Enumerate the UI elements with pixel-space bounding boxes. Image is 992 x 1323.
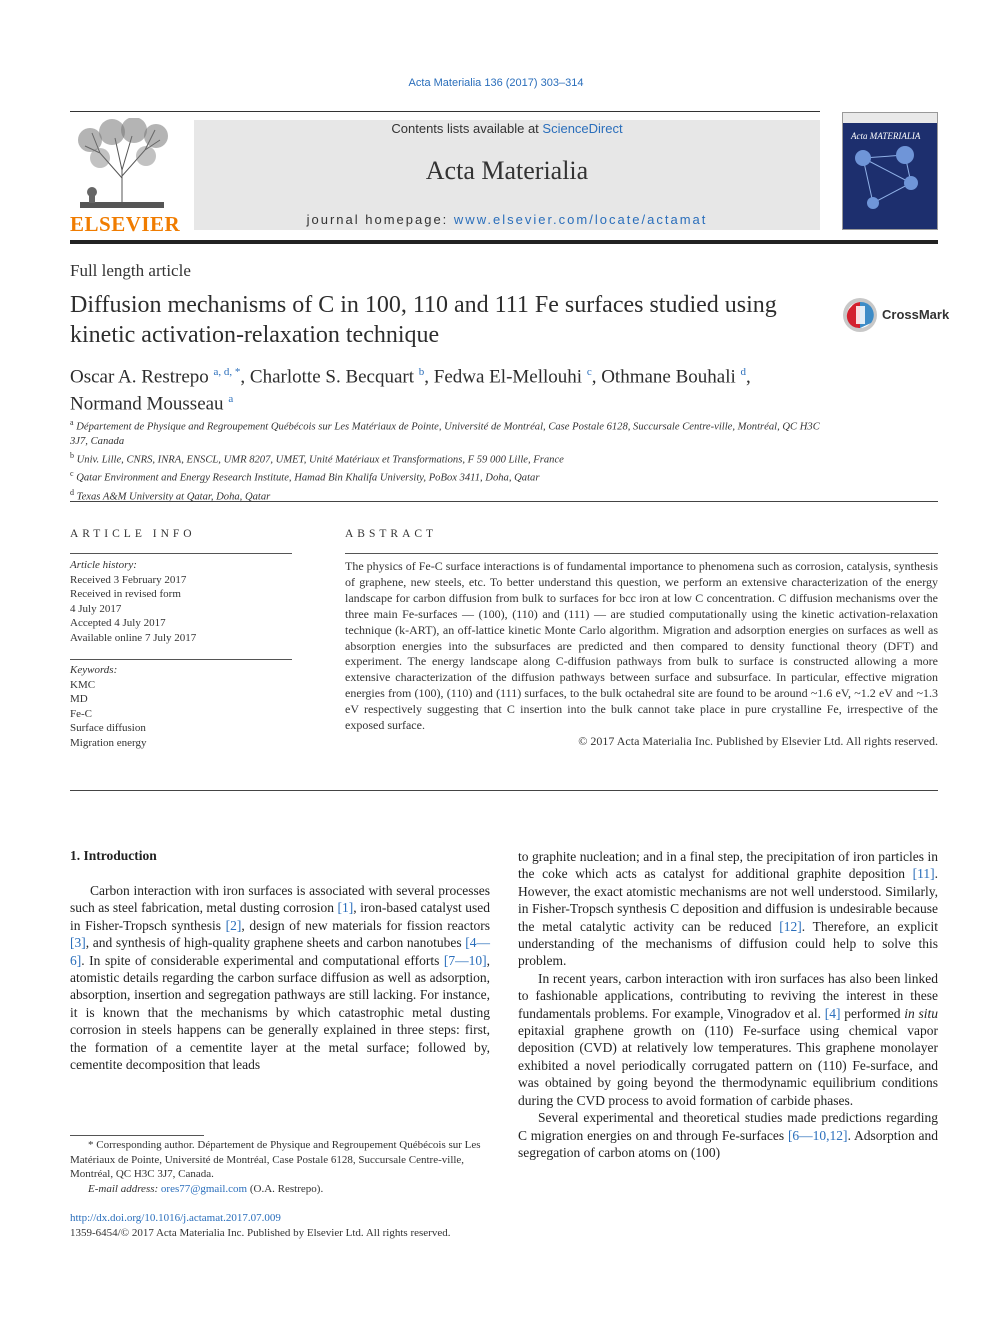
author-affil-marker[interactable]: b [418,366,425,378]
abstract-body [345,559,938,750]
author-affil-marker[interactable]: c [586,366,592,378]
corresponding-author-note: * Corresponding author. Département de Physique and Regroupement Québécois sur Les Matériaux de Pointe, Université de Montréal, Case Postale 6128, Succursale Centre-ville, Montréal, QC H3C 3J7, Canada. [70,1139,481,1180]
citation-link[interactable]: [2] [225,917,242,933]
history-item: Accepted 4 July 2017 [70,617,166,629]
author-name[interactable]: Oscar A. Restrepo [70,366,209,388]
text-run: , and synthesis of high-quality graphene sheets and carbon nanotubes [85,935,466,951]
affiliation-item [70,416,830,449]
author-list [70,361,840,416]
author-separator: , [746,366,751,388]
email-link[interactable]: ores77@gmail.com [160,1182,248,1195]
info-divider [70,553,292,554]
contents-line [194,121,820,136]
section-heading-introduction: 1. Introduction [70,848,157,863]
history-item: Received in revised form [70,588,181,600]
author-name[interactable]: Charlotte S. Becquart [249,366,415,388]
header-thick-rule [70,240,938,244]
footnote [70,1138,490,1196]
citation-link[interactable]: [7—10] [443,952,487,968]
author-separator: , [240,366,250,388]
author-separator: , [424,366,434,388]
body-column-right [518,848,938,1161]
text-run: . Therefore, an explicit understanding of the mechanisms of diffusion could help to solve this problem. [518,918,938,969]
affiliations [70,416,830,504]
keywords [70,663,292,750]
footnote-divider [70,1135,204,1136]
citation-link[interactable]: [12] [779,918,802,934]
journal-name: Acta Materialia [425,156,589,185]
keyword-item: Fe-C [70,707,92,720]
crossmark-button[interactable] [842,297,950,333]
affiliation-key: a [70,418,74,427]
contents-prefix: Contents lists available at [391,121,543,136]
sciencedirect-link[interactable]: ScienceDirect [542,121,623,136]
keyword-item: MD [70,693,88,705]
page-footer [70,1211,570,1241]
paragraph [70,882,490,1073]
text-run: In recent years, carbon interaction with iron surfaces has also been linked to fashionable applications, contributing to reviving the interest in these fundamentals problems. For example, Vinogradov et al. [518,970,938,1021]
citation-link[interactable]: [11] [912,866,935,882]
crossmark-label: CrossMark [882,307,950,322]
issn-copyright: 1359-6454/© 2017 Acta Materialia Inc. Published by Elsevier Ltd. All rights reserved. [70,1227,451,1239]
header-divider [70,111,820,112]
text-run: Carbon interaction with iron surfaces is associated with several processes such as steel fabrication, metal dusting corrosion [70,883,490,916]
author-name[interactable]: Othmane Bouhali [601,366,736,388]
text-run: to graphite nucleation; and in a final step, the precipitation of iron particles in the coke which acts as catalyst for additional graphite deposition [518,849,938,882]
info-divider [70,659,292,660]
article-history [70,558,292,645]
text-run: . In spite of considerable experimental and computational efforts [81,952,444,968]
text-run: , atomistic details regarding the carbon surface diffusion as well as adsorption, absorption, insertion and segregation pathways are still lacking. For instance, it is known that the mechanisms by which catastrophic metal dusting corrosion in steels happens can be generally explained in three steps: first, the formation of a cementite layer at the metal surface; followed by, cementite decomposition that leads [70,952,490,1073]
journal-citation[interactable]: Acta Materialia 136 (2017) 303–314 [408,77,584,89]
keyword-item: KMC [70,678,96,691]
text-run: , design of new materials for fission reactors [241,917,490,933]
affiliation-item [70,449,830,468]
citation-link[interactable]: [4] [824,1005,841,1021]
history-item: Available online 7 July 2017 [70,631,197,644]
paragraph [518,848,938,970]
text-run: , iron-based catalyst used in Fisher-Tropsch synthesis [70,900,490,933]
history-label: Article history: [70,559,137,571]
homepage-link[interactable]: www.elsevier.com/locate/actamat [453,212,708,227]
keyword-item: Surface diffusion [70,722,146,734]
article-type: Full length article [70,261,191,280]
paragraph [518,970,938,1109]
italic-text: in situ [904,1005,938,1021]
citation-link[interactable]: [3] [70,935,86,951]
author-name[interactable]: Normand Mousseau [70,393,224,415]
author-affil-marker[interactable]: d [740,366,747,378]
affiliation-text: Département de Physique and Regroupement Québécois sur Les Matériaux de Pointe, Université de Montréal, Case Postale 6128, Succursale Centre-ville, Montréal, QC H3C 3J7, Canada [70,421,820,447]
paragraph [518,1109,938,1161]
author-separator: , [591,366,602,388]
affiliation-key: d [70,487,74,497]
crossmark-icon [842,297,880,335]
abstract-copyright: © 2017 Acta Materialia Inc. Published by Elsevier Ltd. All rights reserved. [578,733,938,748]
text-run: Several experimental and theoretical studies made predictions regarding C migration energies on and through Fe-surfaces [518,1110,938,1143]
article-title: Diffusion mechanisms of C in 100, 110 and 111 Fe surfaces studied using kinetic activation-relaxation technique [70,292,777,348]
affiliation-text: Texas A&M University at Qatar, Doha, Qatar [76,491,271,503]
article-info-heading: ARTICLE INFO [70,528,196,540]
section-divider [70,501,938,502]
abstract-text: The physics of Fe-C surface interactions is of fundamental importance to phenomena such as corrosion, catalysis, synthesis of graphene, new steels, etc. To better understand this question, we perform an extensive characterization of the energy landscape for carbon diffusion from bulk to surfaces for bcc iron at low C concentration. C diffusion mechanisms over the three main Fe-surfaces — (100), (110) and (111) — are studied computationally using the kinetic activation-relaxation technique (k-ART), an off-lattice kinetic Monte Carlo algorithm. Migration and adsorption energies on surfaces as well as absorption energies into the subsurfaces are predicted and then compared to density functional theory (DFT) and experiment. The energy landscape along C-diffusion pathways from bulk to surface is constructed allowing a more extensive characterization of the diffusion pathways between surface and subsurface. In particular, effective migration energies from (100), (110) and (111) surfaces, to the bulk octahedral site are found to be around ~1.6 eV, ~1.2 eV and ~1.3 eV respectively suggesting that C insertion into the bulk cannot take place in pure crystalline Fe, irrespective of the exposed surface. [345,559,938,733]
homepage-line [194,212,820,227]
section-divider [70,790,938,791]
elsevier-wordmark: ELSEVIER [70,212,181,236]
keyword-item: Migration energy [70,736,147,749]
text-run: performed [840,1005,905,1021]
abstract-heading: ABSTRACT [345,528,438,540]
citation-link[interactable]: [6—10,12] [787,1127,848,1143]
cover-title: Acta MATERIALIA [851,131,921,141]
text-run: epitaxial graphene growth on (110) Fe-surface using chemical vapor deposition (CVD) at relatively low temperatures. This graphene monolayer exhibited a novel periodically corrugated pattern on (110) Fe-surface, and was obtained by going beyond the thermodynamic equilibrium conditions during the CVD process to avoid formation of carbide phases. [518,1023,938,1108]
email-label: E-mail address: [88,1182,159,1195]
author-affil-marker[interactable]: a, d, * [213,366,241,378]
doi-link[interactable]: http://dx.doi.org/10.1016/j.actamat.2017.07.009 [70,1212,281,1224]
author-affil-marker[interactable]: a [228,393,234,406]
affiliation-text: Qatar Environment and Energy Research Institute, Hamad Bin Khalifa University, PoBox 3411, Doha, Qatar [76,472,540,484]
abstract-divider [345,553,938,554]
affiliation-key: b [70,450,74,460]
text-run: . However, the exact atomistic mechanisms are not well understood. Similarly, in Fisher-Tropsch synthesis C deposition and diffusion is undesirable because the metal catalytic activity can be reduced [518,866,938,934]
email-line [70,1182,490,1197]
keywords-label: Keywords: [70,664,118,676]
history-item: 4 July 2017 [70,602,122,615]
journal-cover-image [842,112,938,230]
text-run: . Adsorption and segregation of carbon atoms on (100) [518,1127,939,1160]
affiliation-text: Univ. Lille, CNRS, INRA, ENSCL, UMR 8207, UMET, Unité Matériaux et Transformations, F 59 000 Lille, France [76,454,564,466]
email-suffix: (O.A. Restrepo). [247,1182,324,1195]
homepage-prefix: journal homepage: [306,212,454,227]
author-name[interactable]: Fedwa El-Mellouhi [433,366,583,388]
history-item: Received 3 February 2017 [70,573,187,586]
affiliation-key: c [70,469,74,479]
affiliation-item [70,467,830,486]
citation-link[interactable]: [1] [337,900,354,916]
body-column-left [70,882,490,1073]
citation-link[interactable]: [4—6] [70,935,490,968]
